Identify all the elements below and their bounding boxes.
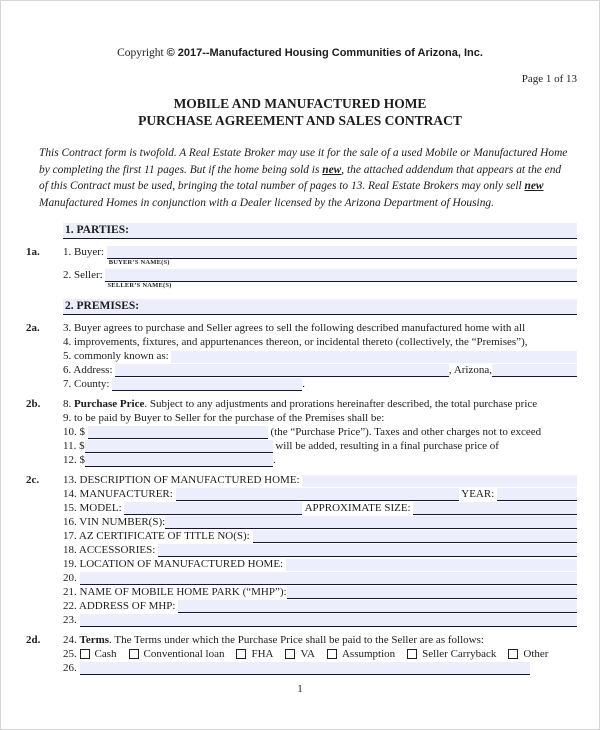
form-row — [26, 453, 577, 467]
line-text: 23. — [63, 614, 80, 626]
checkbox-label: Cash — [94, 648, 117, 660]
field-wrap — [492, 364, 577, 377]
form-row — [26, 599, 577, 613]
row-content — [63, 322, 577, 335]
section-heading-row — [26, 223, 577, 239]
field-wrap — [497, 488, 577, 501]
form-row — [26, 543, 577, 557]
section-heading-row — [26, 299, 577, 315]
line-text: 7. County: — [63, 378, 113, 390]
checkbox-label: VA — [300, 648, 315, 660]
checkbox-icon[interactable] — [80, 649, 90, 659]
field-wrap — [287, 586, 577, 599]
field-blank[interactable] — [286, 559, 577, 571]
line-text: 18. ACCESSORIES: — [63, 544, 159, 556]
field-blank[interactable] — [287, 586, 577, 599]
field-caption: SELLER’S NAME(S) — [107, 282, 172, 289]
checkbox-option-other — [508, 648, 548, 661]
form-row — [26, 571, 577, 585]
row-content — [63, 600, 577, 613]
form-row — [26, 349, 577, 363]
line-text: . — [302, 378, 305, 390]
copyright-prefix: Copyright — [117, 47, 167, 59]
field-wrap — [124, 502, 302, 515]
form-row — [26, 613, 577, 627]
row-content — [63, 614, 577, 627]
row-content — [63, 336, 577, 349]
line-text: 8. — [63, 398, 74, 410]
checkbox-label: Other — [523, 648, 549, 660]
field-blank[interactable] — [413, 502, 577, 515]
field-wrap — [178, 600, 577, 613]
intro-text: , the attached addendum that appears at the end of this Contract must be used, bringing the total number of pages to 13. Real Estate Brokers may only sell — [39, 163, 562, 192]
document-title — [1, 95, 599, 129]
line-text: 25. — [63, 648, 80, 660]
field-blank[interactable] — [112, 378, 302, 391]
line-text: 19. LOCATION OF MANUFACTURED HOME: — [63, 558, 286, 570]
field-blank[interactable] — [80, 572, 578, 585]
row-content — [63, 502, 577, 515]
checkbox-icon[interactable] — [129, 649, 139, 659]
form-row — [26, 377, 577, 391]
line-text: 1. Buyer: — [63, 246, 107, 258]
field-blank[interactable] — [158, 544, 577, 557]
field-caption: BUYER’S NAME(S) — [108, 259, 170, 266]
line-text: 17. AZ CERTIFICATE OF TITLE NO(S): — [63, 530, 253, 542]
page-indicator: Page 1 of 13 — [521, 73, 577, 85]
intro-paragraph — [39, 145, 569, 211]
field-wrap — [105, 269, 577, 289]
form-row — [26, 268, 577, 291]
field-blank[interactable] — [165, 516, 577, 529]
checkbox-label: Conventional loan — [143, 648, 225, 660]
field-wrap — [107, 246, 577, 266]
line-text: 21. NAME OF MOBILE HOME PARK (“MHP”): — [63, 586, 287, 598]
checkbox-label: FHA — [251, 648, 274, 660]
checkbox-option-cash — [80, 648, 117, 661]
field-wrap — [80, 662, 530, 675]
row-content — [63, 378, 577, 391]
form-row — [26, 529, 577, 543]
row-content — [63, 269, 577, 289]
section-heading: 1. PARTIES: — [63, 223, 577, 239]
checkbox-option-va — [285, 648, 314, 661]
field-wrap — [115, 364, 449, 377]
row-content — [63, 488, 577, 501]
field-wrap — [176, 488, 459, 501]
row-content — [63, 516, 577, 529]
checkbox-icon[interactable] — [407, 649, 417, 659]
field-wrap — [85, 440, 273, 453]
row-content — [63, 412, 577, 425]
form-row — [26, 411, 577, 425]
form-row — [26, 439, 577, 453]
field-wrap — [88, 426, 268, 439]
form-row — [26, 473, 577, 487]
field-blank[interactable] — [107, 246, 577, 259]
margin-label: 2c. — [26, 474, 40, 486]
line-text: Purchase Price — [74, 398, 145, 410]
copyright-owner: © 2017--Manufactured Housing Communities of Arizona, Inc. — [166, 47, 483, 59]
line-text: 9. to be paid by Buyer to Seller for the purchase of the Premises shall be: — [63, 412, 385, 424]
checkbox-option-conventional-loan — [129, 648, 225, 661]
line-text: 3. Buyer agrees to purchase and Seller agrees to sell the following described manufactured home with all — [63, 322, 526, 334]
line-text: 6. Address: — [63, 364, 116, 376]
form-row — [26, 661, 577, 675]
page-number-footer: 1 — [297, 683, 303, 695]
line-text: , Arizona, — [448, 364, 492, 376]
row-content — [63, 544, 577, 557]
field-blank[interactable] — [492, 364, 577, 377]
field-blank[interactable] — [302, 475, 577, 487]
line-text: 4. improvements, fixtures, and appurtenances thereon, or incidental thereto (collectively, the “Premises”), — [63, 336, 528, 348]
line-text: . — [273, 454, 276, 466]
row-content — [63, 558, 577, 571]
form-row — [26, 425, 577, 439]
form-row — [26, 515, 577, 529]
line-text: 2. Seller: — [63, 269, 106, 281]
field-blank[interactable] — [85, 454, 273, 467]
checkbox-icon[interactable] — [327, 649, 337, 659]
form-row — [26, 557, 577, 571]
field-blank[interactable] — [80, 614, 578, 627]
line-text: 15. MODEL: — [63, 502, 125, 514]
section-heading: 2. PREMISES: — [63, 299, 577, 315]
row-content — [63, 586, 577, 599]
form-row — [26, 501, 577, 515]
field-blank[interactable] — [115, 364, 449, 377]
line-text: 10. $ — [63, 426, 88, 438]
field-wrap — [80, 614, 578, 627]
form-row — [26, 397, 577, 411]
field-wrap — [171, 351, 577, 363]
field-wrap — [112, 378, 302, 391]
margin-label: 1a. — [26, 246, 40, 258]
line-text: 16. VIN NUMBER(S): — [63, 516, 166, 528]
row-content — [63, 530, 577, 543]
field-wrap — [80, 572, 578, 585]
row-content — [63, 398, 577, 411]
row-content — [63, 474, 577, 487]
row-content — [63, 662, 577, 675]
checkbox-label: Seller Carryback — [422, 648, 497, 660]
field-wrap — [85, 454, 273, 467]
field-wrap — [253, 530, 578, 543]
line-text: 22. ADDRESS OF MHP: — [63, 600, 179, 612]
line-text: 12. $ — [63, 454, 85, 466]
field-blank[interactable] — [171, 351, 577, 363]
form-row — [26, 633, 577, 647]
line-text: 13. DESCRIPTION OF MANUFACTURED HOME: — [63, 474, 303, 486]
intro-text: This Contract form is twofold. A Real Estate Broker may use it for the sale of a used Mobile or Manufactured Home by completing the first 11 pages. But if the home being sold is — [39, 147, 568, 176]
field-wrap — [286, 559, 577, 571]
row-content — [63, 454, 577, 467]
line-text: . Subject to any adjustments and prorations hereinafter described, the total purchase price — [144, 398, 538, 410]
field-wrap — [413, 502, 577, 515]
field-blank[interactable] — [497, 488, 577, 501]
line-text: (the “Purchase Price”). Taxes and other charges not to exceed — [267, 426, 542, 438]
margin-label: 2b. — [26, 398, 41, 410]
field-blank[interactable] — [124, 502, 302, 515]
line-text: . The Terms under which the Purchase Price shall be paid to the Seller are as follows: — [109, 634, 484, 646]
form-row — [26, 363, 577, 377]
form-row — [26, 585, 577, 599]
form-row — [26, 647, 577, 661]
field-wrap — [302, 475, 577, 487]
row-content — [63, 634, 577, 647]
title-line-1: MOBILE AND MANUFACTURED HOME — [173, 96, 427, 111]
line-text: YEAR: — [458, 488, 497, 500]
line-text: 11. $ — [63, 440, 85, 452]
field-blank[interactable] — [253, 530, 578, 543]
row-content — [63, 572, 577, 585]
form-row — [26, 487, 577, 501]
line-text: 5. commonly known as: — [63, 350, 172, 362]
form-body — [1, 223, 599, 675]
field-blank[interactable] — [88, 426, 268, 439]
form-row — [26, 335, 577, 349]
row-content — [63, 648, 577, 661]
line-text: Terms — [79, 634, 110, 646]
row-content — [63, 350, 577, 363]
row-content — [63, 364, 577, 377]
field-wrap — [158, 544, 577, 557]
checkbox-icon[interactable] — [508, 649, 518, 659]
checkbox-option-assumption — [327, 648, 395, 661]
field-blank[interactable] — [176, 488, 459, 501]
line-text: 20. — [63, 572, 80, 584]
checkbox-label: Assumption — [341, 648, 396, 660]
margin-label: 2d. — [26, 634, 41, 646]
field-blank[interactable] — [80, 662, 530, 675]
field-wrap — [165, 516, 577, 529]
field-blank[interactable] — [85, 440, 273, 453]
line-text: 26. — [63, 662, 80, 674]
form-row — [26, 321, 577, 335]
row-content — [63, 426, 577, 439]
intro-new-emphasis: new — [322, 163, 342, 176]
row-content — [63, 440, 577, 453]
field-blank[interactable] — [105, 269, 577, 282]
intro-new-emphasis: new — [524, 180, 544, 192]
checkbox-icon[interactable] — [285, 649, 295, 659]
form-row — [26, 245, 577, 268]
title-line-2: PURCHASE AGREEMENT AND SALES CONTRACT — [138, 113, 462, 128]
line-text: 24. — [63, 634, 80, 646]
line-text: APPROXIMATE SIZE: — [302, 502, 414, 514]
margin-label: 2a. — [26, 322, 40, 334]
line-text: 14. MANUFACTURER: — [63, 488, 176, 500]
row-content — [63, 246, 577, 266]
checkbox-icon[interactable] — [236, 649, 246, 659]
checkbox-option-fha — [236, 648, 273, 661]
intro-text: Manufactured Homes in conjunction with a Dealer licensed by the Arizona Department of Housing. — [39, 196, 494, 209]
checkbox-option-seller-carryback — [407, 648, 496, 661]
field-blank[interactable] — [178, 600, 577, 613]
copyright-line — [1, 1, 599, 59]
line-text: will be added, resulting in a final purchase price of — [272, 440, 499, 452]
